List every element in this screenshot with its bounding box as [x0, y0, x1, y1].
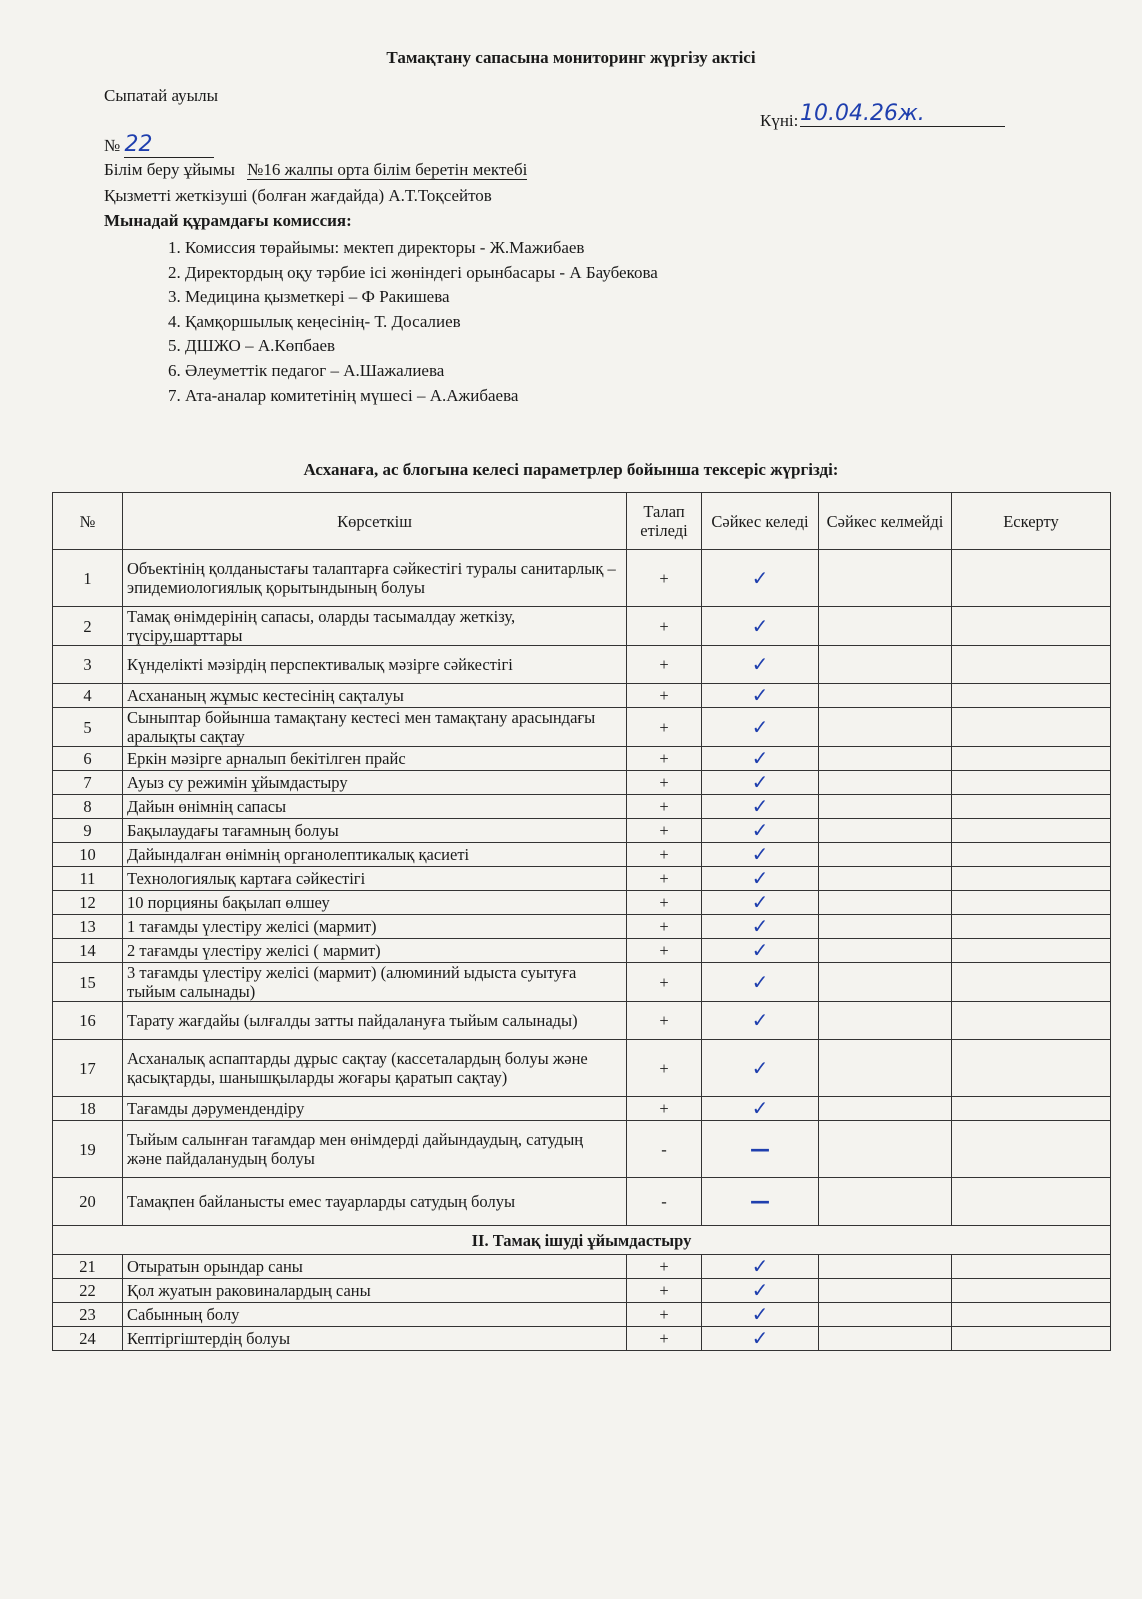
row-indicator: Дайын өнімнің сапасы [123, 795, 627, 819]
row-indicator: Сыныптар бойынша тамақтану кестесі мен тамақтану арасындағы аралықты сақтау [123, 708, 627, 747]
section-title: II. Тамақ ішуді ұйымдастыру [53, 1226, 1111, 1255]
row-note [952, 915, 1111, 939]
row-indicator: Объектінің қолданыстағы талаптарға сәйкестігі туралы санитарлық – эпидемиологиялық қорытындының болуы [123, 550, 627, 607]
table-row [53, 1327, 1111, 1351]
col-note: Ескерту [952, 493, 1111, 550]
row-note [952, 771, 1111, 795]
row-number: 13 [53, 915, 123, 939]
row-required-mark: + [627, 843, 702, 867]
row-note [952, 684, 1111, 708]
row-indicator: Технологиялық картаға сәйкестігі [123, 867, 627, 891]
row-complies-mark: — [702, 1178, 819, 1226]
row-required-mark: + [627, 819, 702, 843]
row-not-complies [819, 939, 952, 963]
row-note [952, 550, 1111, 607]
row-indicator: Еркін мәзірге арналып бекітілген прайс [123, 747, 627, 771]
table-row [53, 843, 1111, 867]
row-required-mark: - [627, 1121, 702, 1178]
row-complies-mark: ✓ [702, 1255, 819, 1279]
row-not-complies [819, 867, 952, 891]
row-complies-mark: ✓ [702, 684, 819, 708]
row-number: 2 [53, 607, 123, 646]
row-not-complies [819, 1121, 952, 1178]
row-number: 12 [53, 891, 123, 915]
row-number: 22 [53, 1279, 123, 1303]
col-number: № [53, 493, 123, 550]
row-required-mark: + [627, 550, 702, 607]
table-row [53, 1040, 1111, 1097]
commission-member: 1. Комиссия төрайымы: мектеп директоры - Ж.Мажибаев [168, 238, 585, 257]
table-row [53, 771, 1111, 795]
row-required-mark: + [627, 747, 702, 771]
row-indicator: Сабынның болу [123, 1303, 627, 1327]
row-number: 10 [53, 843, 123, 867]
section-row [53, 1226, 1111, 1255]
row-required-mark: - [627, 1178, 702, 1226]
row-complies-mark: ✓ [702, 771, 819, 795]
row-required-mark: + [627, 1002, 702, 1040]
row-not-complies [819, 843, 952, 867]
row-indicator: Тарату жағдайы (ылғалды затты пайдалануға тыйым салынады) [123, 1002, 627, 1040]
row-complies-mark: ✓ [702, 891, 819, 915]
row-number: 14 [53, 939, 123, 963]
table-row [53, 795, 1111, 819]
row-note [952, 708, 1111, 747]
row-note [952, 1097, 1111, 1121]
row-note [952, 963, 1111, 1002]
row-indicator: Тыйым салынған тағамдар мен өнімдерді дайындаудың, сатудың және пайдаланудың болуы [123, 1121, 627, 1178]
table-row [53, 550, 1111, 607]
row-number: 5 [53, 708, 123, 747]
commission-member: 6. Әлеуметтік педагог – А.Шажалиева [168, 360, 445, 380]
row-not-complies [819, 1255, 952, 1279]
row-note [952, 1178, 1111, 1226]
row-indicator: 2 тағамды үлестіру желісі ( мармит) [123, 939, 627, 963]
row-not-complies [819, 819, 952, 843]
date-label: Күні: [760, 111, 799, 130]
table-row [53, 939, 1111, 963]
row-number: 24 [53, 1327, 123, 1351]
row-not-complies [819, 1097, 952, 1121]
row-complies-mark: ✓ [702, 646, 819, 684]
table-row [53, 1002, 1111, 1040]
row-indicator: 1 тағамды үлестіру желісі (мармит) [123, 915, 627, 939]
row-required-mark: + [627, 1040, 702, 1097]
row-indicator: Бақылаудағы тағамның болуы [123, 819, 627, 843]
table-row [53, 1279, 1111, 1303]
row-number: 6 [53, 747, 123, 771]
row-required-mark: + [627, 939, 702, 963]
row-not-complies [819, 708, 952, 747]
row-complies-mark: ✓ [702, 747, 819, 771]
row-complies-mark: ✓ [702, 607, 819, 646]
col-required: Талап етіледі [627, 493, 702, 550]
row-not-complies [819, 646, 952, 684]
row-complies-mark: — [702, 1121, 819, 1178]
table-row [53, 607, 1111, 646]
row-required-mark: + [627, 771, 702, 795]
row-number: 20 [53, 1178, 123, 1226]
row-not-complies [819, 1279, 952, 1303]
row-note [952, 819, 1111, 843]
col-indicator: Көрсеткіш [123, 493, 627, 550]
provider-line: Қызметті жеткізуші (болған жағдайда) А.Т.Тоқсейтов [104, 186, 492, 205]
row-indicator: Кептіргіштердің болуы [123, 1327, 627, 1351]
row-complies-mark: ✓ [702, 1040, 819, 1097]
row-number: 3 [53, 646, 123, 684]
row-indicator: Асханалық аспаптарды дұрыс сақтау (кассеталардың болуы және қасықтарды, шанышқыларды жоғары қаратып сақтау) [123, 1040, 627, 1097]
row-required-mark: + [627, 1097, 702, 1121]
row-complies-mark: ✓ [702, 708, 819, 747]
row-note [952, 891, 1111, 915]
row-not-complies [819, 1303, 952, 1327]
row-number: 15 [53, 963, 123, 1002]
row-note [952, 607, 1111, 646]
row-number: 18 [53, 1097, 123, 1121]
row-number: 9 [53, 819, 123, 843]
row-note [952, 1255, 1111, 1279]
row-not-complies [819, 1002, 952, 1040]
row-indicator: Күнделікті мәзірдің перспективалық мәзірге сәйкестігі [123, 646, 627, 684]
row-not-complies [819, 684, 952, 708]
row-required-mark: + [627, 1255, 702, 1279]
row-not-complies [819, 795, 952, 819]
row-complies-mark: ✓ [702, 819, 819, 843]
table-row [53, 867, 1111, 891]
table-row [53, 1121, 1111, 1178]
row-number: 19 [53, 1121, 123, 1178]
row-required-mark: + [627, 1303, 702, 1327]
commission-member: 7. Ата-аналар комитетінің мүшесі – А.Ажибаева [168, 385, 519, 405]
row-indicator: Дайындалған өнімнің органолептикалық қасиеті [123, 843, 627, 867]
row-complies-mark: ✓ [702, 867, 819, 891]
table-row [53, 646, 1111, 684]
row-not-complies [819, 771, 952, 795]
table-row [53, 915, 1111, 939]
row-required-mark: + [627, 646, 702, 684]
row-complies-mark: ✓ [702, 1279, 819, 1303]
table-row [53, 1303, 1111, 1327]
col-not-complies: Сәйкес келмейді [819, 493, 952, 550]
row-not-complies [819, 915, 952, 939]
row-note [952, 1040, 1111, 1097]
row-not-complies [819, 1327, 952, 1351]
commission-member: 3. Медицина қызметкері – Ф Ракишева [168, 287, 450, 307]
number-value: 22 [124, 132, 214, 158]
commission-member: 2. Директордың оқу тәрбие ісі жөніндегі орынбасары - А Баубекова [168, 262, 658, 282]
row-note [952, 1121, 1111, 1178]
row-complies-mark: ✓ [702, 795, 819, 819]
row-note [952, 867, 1111, 891]
row-note [952, 843, 1111, 867]
row-number: 16 [53, 1002, 123, 1040]
row-complies-mark: ✓ [702, 915, 819, 939]
inspection-table [52, 492, 1111, 1351]
row-not-complies [819, 607, 952, 646]
table-row [53, 747, 1111, 771]
row-note [952, 1327, 1111, 1351]
table-body [53, 550, 1111, 1351]
row-indicator: 10 порцияны бақылап өлшеу [123, 891, 627, 915]
org-value: №16 жалпы орта білім беретін мектебі [247, 160, 528, 179]
row-note [952, 1279, 1111, 1303]
row-not-complies [819, 963, 952, 1002]
row-indicator: Асхананың жұмыс кестесінің сақталуы [123, 684, 627, 708]
row-not-complies [819, 747, 952, 771]
row-not-complies [819, 1040, 952, 1097]
row-not-complies [819, 550, 952, 607]
commission-member: 4. Қамқоршылық кеңесінің- Т. Досалиев [168, 311, 461, 331]
row-complies-mark: ✓ [702, 843, 819, 867]
row-note [952, 1002, 1111, 1040]
table-row [53, 708, 1111, 747]
row-number: 8 [53, 795, 123, 819]
row-indicator: 3 тағамды үлестіру желісі (мармит) (алюминий ыдыста суытуға тыйым салынады) [123, 963, 627, 1002]
date-value: 10.04.26ж. [800, 101, 1005, 127]
row-note [952, 939, 1111, 963]
row-required-mark: + [627, 867, 702, 891]
row-complies-mark: ✓ [702, 1097, 819, 1121]
row-note [952, 795, 1111, 819]
org-label: Білім беру ұйымы [104, 160, 235, 179]
col-complies: Сәйкес келеді [702, 493, 819, 550]
row-number: 21 [53, 1255, 123, 1279]
table-row [53, 963, 1111, 1002]
row-note [952, 747, 1111, 771]
row-number: 17 [53, 1040, 123, 1097]
row-note [952, 646, 1111, 684]
row-note [952, 1303, 1111, 1327]
table-row [53, 1097, 1111, 1121]
row-indicator: Қол жуатын раковиналардың саны [123, 1279, 627, 1303]
row-indicator: Тамақ өнімдерінің сапасы, оларды тасымалдау жеткізу, түсіру,шарттары [123, 607, 627, 646]
commission-list [168, 236, 658, 408]
row-indicator: Тамақпен байланысты емес тауарларды сатудың болуы [123, 1178, 627, 1226]
number-label: № [104, 136, 121, 155]
row-indicator: Отыратын орындар саны [123, 1255, 627, 1279]
document-title: Тамақтану сапасына мониторинг жүргізу актісі [386, 48, 756, 67]
row-required-mark: + [627, 1279, 702, 1303]
row-required-mark: + [627, 963, 702, 1002]
row-number: 7 [53, 771, 123, 795]
row-not-complies [819, 891, 952, 915]
row-required-mark: + [627, 891, 702, 915]
village-name: Сыпатай ауылы [104, 86, 219, 105]
row-number: 11 [53, 867, 123, 891]
table-row [53, 1255, 1111, 1279]
row-required-mark: + [627, 684, 702, 708]
row-complies-mark: ✓ [702, 550, 819, 607]
row-number: 1 [53, 550, 123, 607]
row-required-mark: + [627, 795, 702, 819]
row-indicator: Тағамды дәрумендендіру [123, 1097, 627, 1121]
commission-member: 5. ДШЖО – А.Көпбаев [168, 336, 336, 356]
row-complies-mark: ✓ [702, 963, 819, 1002]
row-required-mark: + [627, 708, 702, 747]
table-caption: Асханаға, ас блогына келесі параметрлер бойынша тексеріс жүргізді: [303, 460, 839, 479]
row-complies-mark: ✓ [702, 1002, 819, 1040]
row-number: 23 [53, 1303, 123, 1327]
row-complies-mark: ✓ [702, 939, 819, 963]
commission-label: Мынадай құрамдағы комиссия: [104, 211, 352, 230]
row-complies-mark: ✓ [702, 1303, 819, 1327]
table-header-row [53, 493, 1111, 550]
row-required-mark: + [627, 915, 702, 939]
table-row [53, 891, 1111, 915]
row-required-mark: + [627, 607, 702, 646]
row-complies-mark: ✓ [702, 1327, 819, 1351]
row-not-complies [819, 1178, 952, 1226]
table-row [53, 1178, 1111, 1226]
table-row [53, 684, 1111, 708]
row-number: 4 [53, 684, 123, 708]
table-row [53, 819, 1111, 843]
row-indicator: Ауыз су режимін ұйымдастыру [123, 771, 627, 795]
row-required-mark: + [627, 1327, 702, 1351]
